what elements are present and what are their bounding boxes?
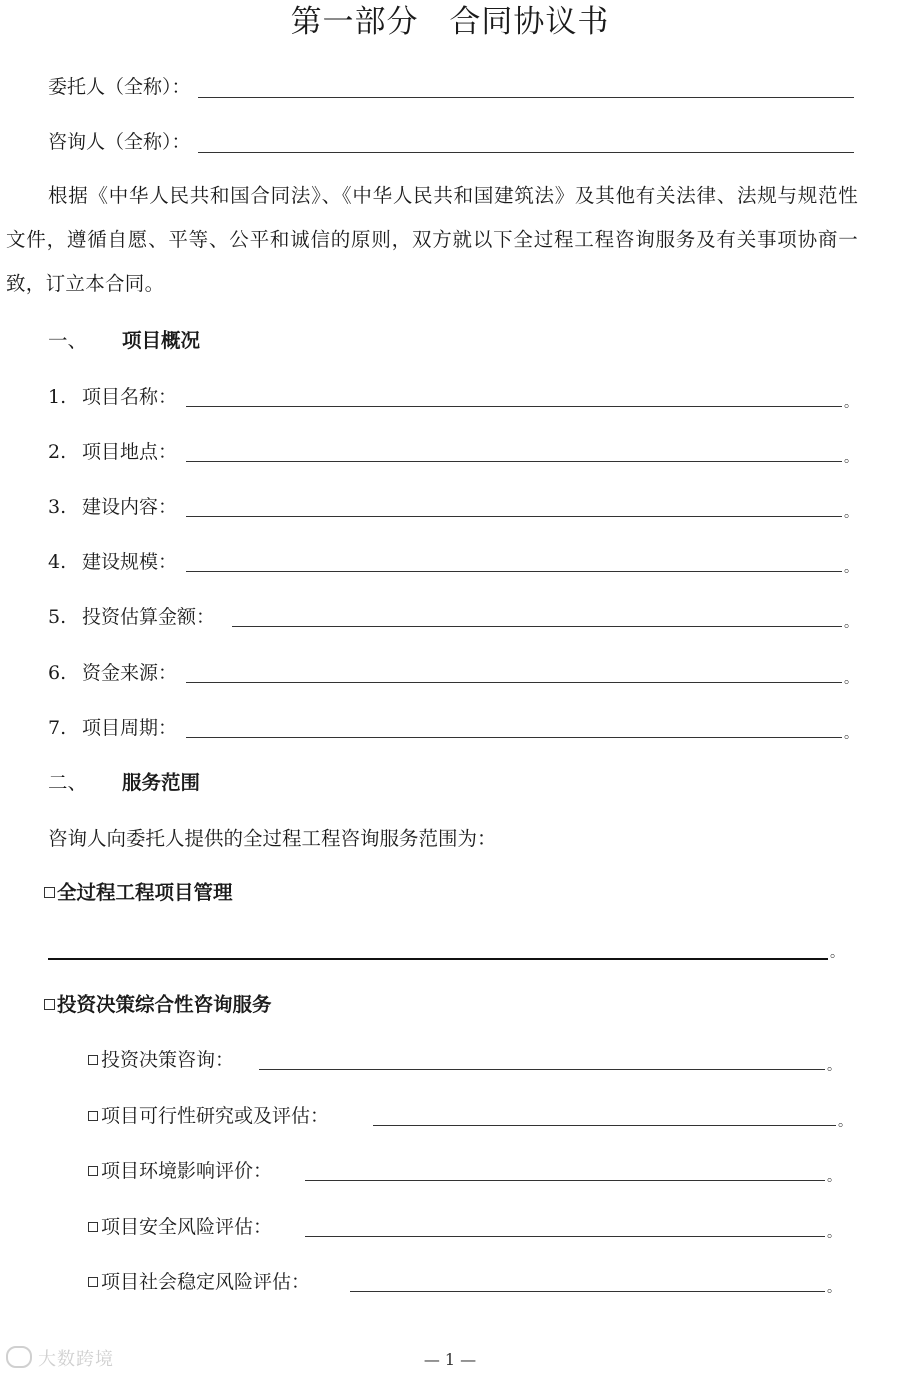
- overview-item-label: 建设内容：: [82, 496, 178, 518]
- overview-item-blank: [186, 516, 842, 517]
- overview-item: [48, 494, 177, 520]
- checkbox-icon[interactable]: [88, 1055, 98, 1065]
- period-mark: 。: [827, 1058, 841, 1074]
- option-project-management-label: 全过程工程项目管理: [57, 881, 233, 904]
- period-mark: 。: [827, 1280, 841, 1296]
- overview-item-label: 建设规模：: [82, 551, 178, 573]
- overview-item-number: 6.: [48, 662, 67, 684]
- overview-item-number: 3.: [48, 496, 67, 518]
- checkbox-icon[interactable]: [88, 1166, 98, 1176]
- period-mark: 。: [844, 505, 858, 521]
- preamble-paragraph: 根据《中华人民共和国合同法》、《中华人民共和国建筑法》及其他有关法律、法规与规范性文件，遵循自愿、平等、公平和诚信的原则，双方就以下全过程工程咨询服务及有关事项协商一致，订立本合同。: [6, 184, 858, 295]
- period-mark: 。: [827, 1225, 841, 1241]
- overview-item: [48, 549, 177, 575]
- overview-item-label: 项目地点：: [82, 441, 178, 463]
- overview-item-label: 资金来源：: [82, 662, 178, 684]
- section-1-heading: [48, 328, 200, 354]
- watermark: [6, 1345, 114, 1371]
- section-2-title: 服务范围: [122, 771, 201, 794]
- period-mark: 。: [844, 671, 858, 687]
- overview-item-label: 项目名称：: [82, 386, 178, 408]
- section-2-heading: [48, 770, 200, 796]
- overview-item-blank: [186, 571, 842, 572]
- section-2-number: 二、: [48, 771, 88, 794]
- overview-item-label: 投资估算金额：: [82, 606, 216, 628]
- period-mark: 。: [844, 395, 858, 411]
- overview-item-number: 5.: [48, 606, 67, 628]
- overview-item-blank: [186, 461, 842, 462]
- overview-item: [48, 439, 177, 465]
- project-management-blank: [48, 958, 828, 960]
- investment-sub-item-label: 项目可行性研究或及评估：: [101, 1105, 330, 1127]
- section-1-number: 一、: [48, 329, 88, 352]
- watermark-logo-icon: [6, 1346, 32, 1368]
- service-scope-intro: 咨询人向委托人提供的全过程工程咨询服务范围为：: [48, 827, 497, 850]
- checkbox-icon[interactable]: [88, 1222, 98, 1232]
- option-project-management[interactable]: [44, 880, 233, 906]
- overview-item: [48, 660, 177, 686]
- investment-sub-item-blank: [305, 1236, 825, 1237]
- period-mark: 。: [844, 726, 858, 742]
- investment-sub-item-blank: [373, 1125, 836, 1126]
- period-mark: 。: [844, 615, 858, 631]
- overview-item-number: 2.: [48, 441, 67, 463]
- investment-sub-item-label: 投资决策咨询：: [101, 1049, 235, 1071]
- investment-sub-item-blank: [305, 1180, 825, 1181]
- consultant-label: 咨询人（全称）：: [48, 131, 191, 153]
- overview-item-blank: [186, 737, 842, 738]
- overview-item-number: 1.: [48, 386, 67, 408]
- overview-item: [48, 715, 177, 741]
- checkbox-icon[interactable]: [88, 1111, 98, 1121]
- period-mark: 。: [830, 945, 844, 961]
- client-label: 委托人（全称）：: [48, 76, 191, 98]
- client-name-blank: [198, 97, 854, 98]
- investment-sub-item[interactable]: [88, 1158, 272, 1184]
- page-title: 第一部分 合同协议书: [290, 4, 610, 40]
- option-investment-decision[interactable]: [44, 992, 272, 1018]
- overview-item: [48, 384, 177, 410]
- checkbox-icon[interactable]: [44, 999, 55, 1010]
- investment-sub-item[interactable]: [88, 1047, 234, 1073]
- period-mark: 。: [838, 1114, 852, 1130]
- checkbox-icon[interactable]: [44, 887, 55, 898]
- investment-sub-item-blank: [350, 1291, 825, 1292]
- investment-sub-item[interactable]: [88, 1269, 310, 1295]
- investment-sub-item-label: 项目社会稳定风险评估：: [101, 1271, 311, 1293]
- overview-item-blank: [186, 406, 842, 407]
- overview-item-number: 4.: [48, 551, 67, 573]
- checkbox-icon[interactable]: [88, 1277, 98, 1287]
- page-number: — 1 —: [423, 1350, 477, 1369]
- option-investment-decision-label: 投资决策综合性咨询服务: [57, 993, 272, 1016]
- watermark-text: 大数跨境: [38, 1349, 114, 1370]
- section-1-title: 项目概况: [122, 329, 201, 352]
- overview-item-number: 7.: [48, 717, 67, 739]
- overview-item-blank: [186, 682, 842, 683]
- investment-sub-item[interactable]: [88, 1103, 329, 1129]
- investment-sub-item[interactable]: [88, 1214, 272, 1240]
- overview-item-label: 项目周期：: [82, 717, 178, 739]
- overview-item: [48, 604, 215, 630]
- period-mark: 。: [827, 1169, 841, 1185]
- period-mark: 。: [844, 560, 858, 576]
- period-mark: 。: [844, 450, 858, 466]
- overview-item-blank: [232, 626, 842, 627]
- consultant-name-blank: [198, 152, 854, 153]
- investment-sub-item-label: 项目环境影响评价：: [101, 1160, 273, 1182]
- investment-sub-item-blank: [259, 1069, 825, 1070]
- investment-sub-item-label: 项目安全风险评估：: [101, 1216, 273, 1238]
